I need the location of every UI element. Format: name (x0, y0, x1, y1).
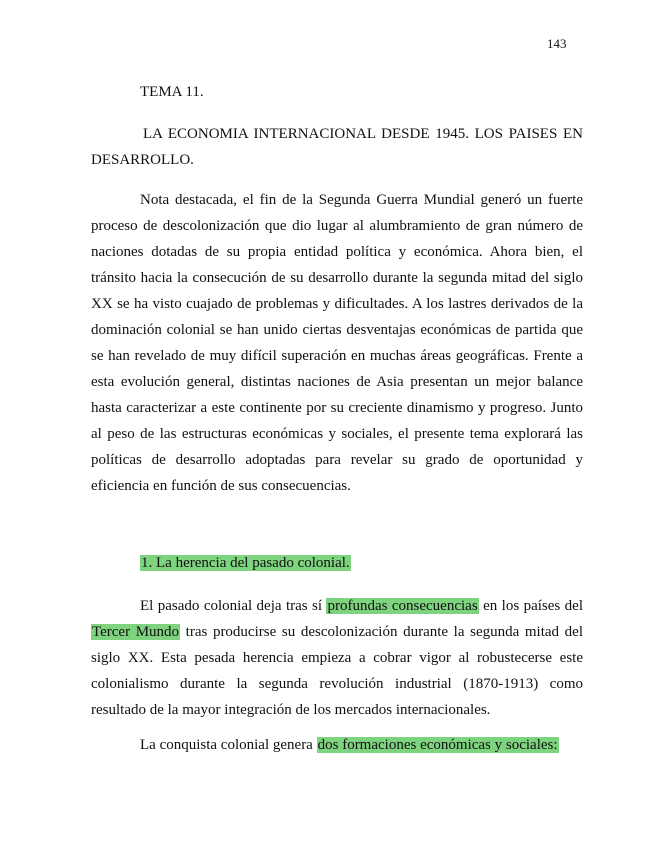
highlight-dos-formaciones: dos formaciones económicas y sociales: (317, 737, 558, 753)
last-paragraph-text: La conquista colonial genera (140, 737, 317, 753)
section-paragraph-text: El pasado colonial deja tras sí (140, 598, 327, 614)
section-heading (140, 555, 351, 572)
section-paragraph-text: en los países del (478, 598, 583, 614)
section-heading-highlight: 1. La herencia del pasado colonial. (141, 555, 350, 571)
section-paragraph (91, 593, 583, 723)
page-number: 143 (547, 36, 567, 51)
last-paragraph (140, 737, 559, 754)
highlight-profundas-consecuencias: profundas consecuencias (327, 598, 478, 614)
topic-label: TEMA 11. (140, 84, 204, 100)
highlight-tercer-mundo: Tercer Mundo (92, 624, 180, 640)
intro-paragraph: Nota destacada, el fin de la Segunda Guerra Mundial generó un fuerte proceso de descolonización que dio lugar al alumbramiento de gran número de naciones dotadas de su propia entidad política y económica. Ahora bien, el tránsito hacia la consecución de su desarrollo durante la segunda mitad del siglo XX se ha visto cuajado de problemas y dificultades. A los lastres derivados de la dominación colonial se han unido ciertas desventajas económicas de partida que se han revelado de muy difícil superación en muchas áreas geográficas. Frente a esta evolución general, distintas naciones de Asia presentan un mejor balance hasta caracterizar a este continente por su creciente dinamismo y progreso. Junto al peso de las estructuras económicas y sociales, el presente tema explorará las políticas de desarrollo adoptadas para revelar su grado de oportunidad y eficiencia en función de sus consecuencias. (91, 192, 583, 494)
topic-title: LA ECONOMIA INTERNACIONAL DESDE 1945. LOS PAISES EN DESARROLLO. (91, 126, 583, 168)
section-paragraph-text: tras producirse su descolonización durante la segunda mitad del siglo XX. Esta pesada herencia empieza a cobrar vigor al robustecerse este colonialismo durante la segunda revolución industrial (1870-1913) como resultado de la mayor integración de los mercados internacionales. (91, 624, 583, 718)
